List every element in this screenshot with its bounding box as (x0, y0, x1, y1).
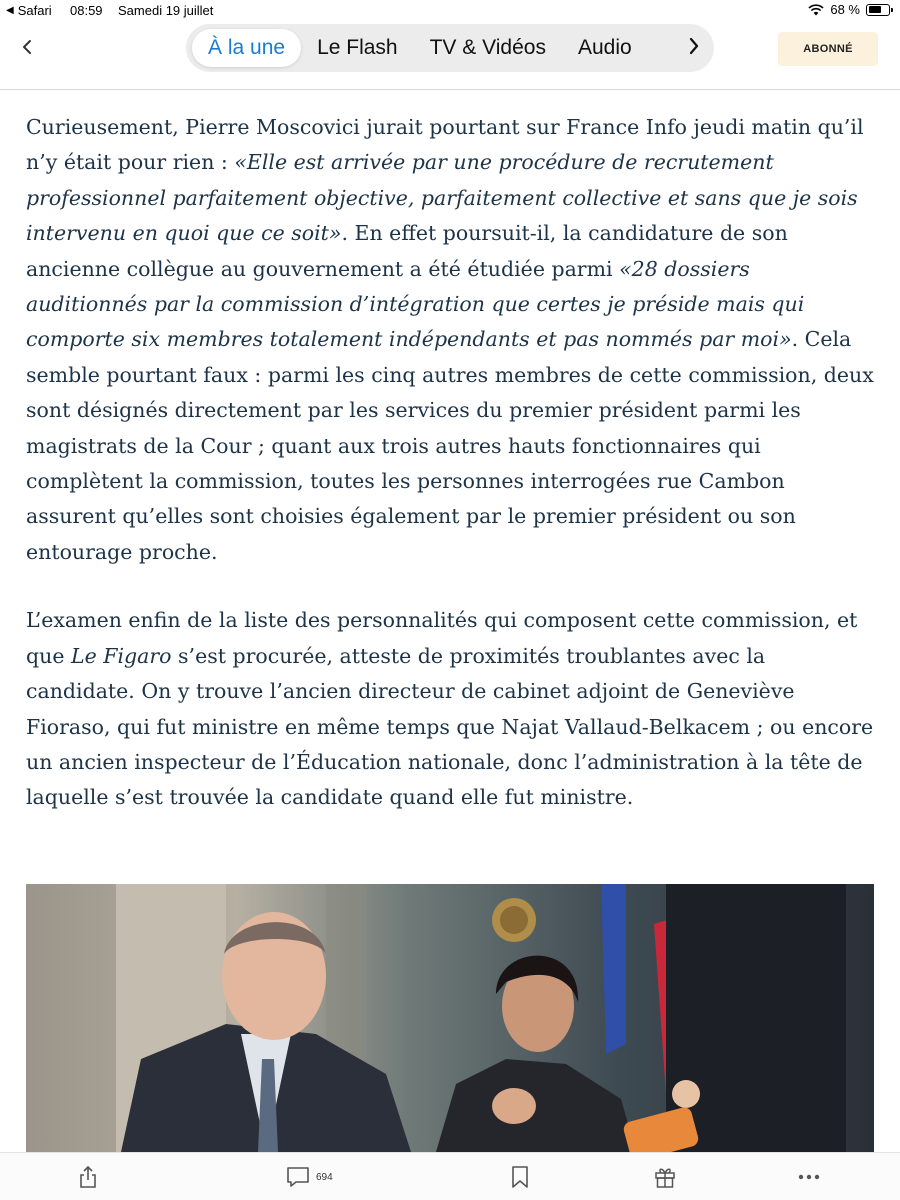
bookmark-icon (511, 1165, 529, 1189)
gift-button[interactable] (654, 1163, 676, 1191)
tab-tv-videos[interactable] (414, 29, 562, 67)
tabs-scroll-right[interactable] (680, 35, 708, 61)
battery-percent: 68 % (830, 2, 860, 17)
tab-label: À la une (208, 36, 286, 59)
subscribe-button[interactable]: ABONNÉ (778, 32, 878, 66)
back-triangle-icon: ◀ (6, 5, 14, 16)
more-icon (797, 1173, 821, 1181)
wifi-icon (808, 4, 824, 16)
body-text: s’est procurée, atteste de proximités troublantes avec la candidate. On y trouve l’ancien directeur de cabinet adjoint de Geneviève Fioraso, qui fut ministre en même temps que Najat Vallaud-Belkacem ; ou encore un ancien inspecteur de l’Éducation nationale, donc l’administration à la tête de laquelle s’est trouvée la candidate quand elle fut ministre. (26, 643, 874, 810)
body-text: Curieusement, Pierre Moscovici jurait pourtant sur France Info jeudi matin qu’il n’y était pour rien : (26, 115, 864, 175)
chevron-left-icon (21, 39, 33, 55)
app-header (0, 22, 900, 90)
comment-icon (286, 1166, 310, 1188)
gift-icon (654, 1165, 676, 1189)
tab-label: Le Flash (317, 36, 398, 59)
status-right (808, 2, 890, 17)
tab-label: Audio (577, 36, 632, 59)
body-text: L’examen enfin de la liste des personnalités qui composent cette commission, et que (26, 608, 858, 668)
body-text: . Cela semble pourtant faux : parmi les cinq autres membres de cette commission, deux sont désignés directement par les services du premier président parmi les magistrats de la Cour ; quant aux trois autres hauts fonctionnaires qui complètent la commission, toutes les personnes interrogées rue Cambon assurent qu’elles sont choisies également par le premier président ou son entourage proche. (26, 327, 874, 564)
chevron-right-icon (688, 37, 700, 55)
quote-text: Le Figaro (70, 643, 172, 668)
article-paragraph (26, 110, 876, 570)
battery-fill (869, 6, 881, 13)
back-to-app[interactable] (6, 3, 52, 18)
share-icon (78, 1165, 98, 1189)
quote-text: «Elle est arrivée par une procédure de recrutement professionnel parfaitement objective, parfaitement collective et sans que je sois intervenu en quoi que ce soit» (26, 150, 858, 246)
section-tabs (186, 24, 714, 72)
body-text: . En effet poursuit-il, la candidature de son ancienne collègue au gouvernement a été étudiée parmi (26, 221, 788, 281)
back-button[interactable] (14, 34, 40, 60)
share-button[interactable] (78, 1163, 98, 1191)
tab-label: TV & Vidéos (429, 36, 546, 59)
clock: 08:59 (70, 3, 103, 18)
tab-le-flash[interactable] (301, 29, 414, 67)
bottom-toolbar (0, 1152, 900, 1200)
bookmark-button[interactable] (511, 1163, 529, 1191)
back-app-label: Safari (17, 3, 52, 18)
tab-audio[interactable] (562, 29, 648, 67)
comments-count: 694 (316, 1171, 333, 1183)
comments-button[interactable] (286, 1163, 333, 1191)
battery-icon (866, 4, 890, 16)
date: Samedi 19 juillet (118, 3, 214, 18)
more-button[interactable] (797, 1163, 821, 1191)
article-body (26, 110, 876, 849)
quote-text: «28 dossiers auditionnés par la commission d’intégration que certes je préside mais qui comporte six membres totalement indépendants et pas nommés par moi» (26, 256, 805, 352)
status-bar (0, 0, 900, 22)
article-paragraph (26, 603, 876, 815)
article-photo[interactable] (26, 884, 874, 1152)
photo-illustration (26, 884, 874, 1152)
tab-a-la-une[interactable] (192, 29, 301, 67)
